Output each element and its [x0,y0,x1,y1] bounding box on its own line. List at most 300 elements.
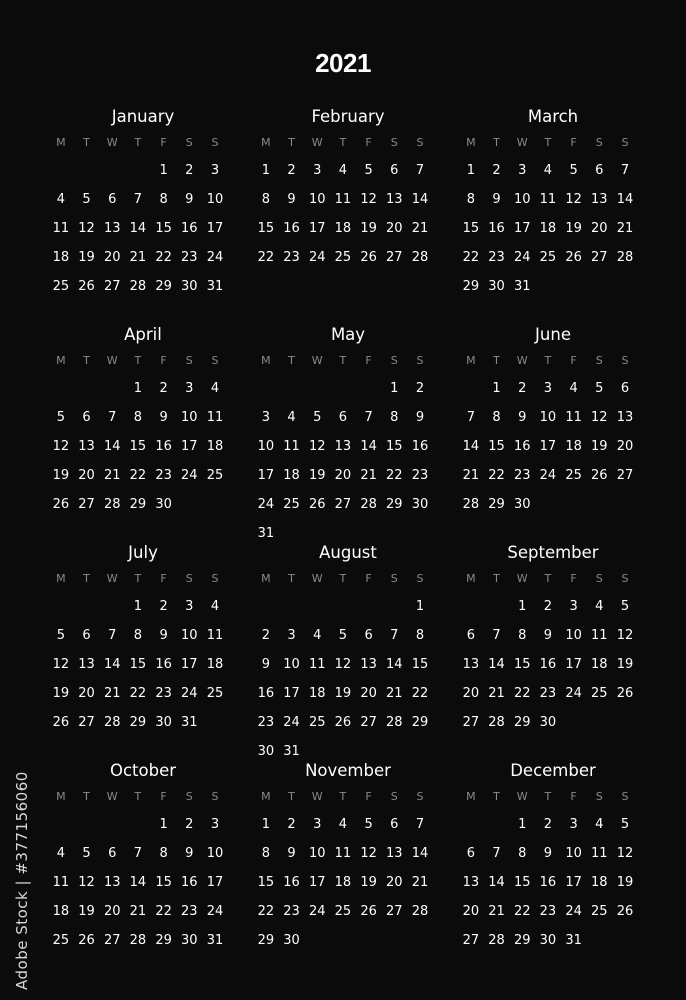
empty-cell [381,592,407,621]
day-cell: 18 [591,875,608,890]
day-cell: 16 [181,875,198,890]
week-row [458,490,648,519]
day-cell: 6 [390,817,399,832]
empty-cell [74,810,100,839]
day-cell: 12 [360,846,377,861]
day-cell: 21 [386,686,403,701]
day-cell: 25 [591,686,608,701]
day-cell: 16 [539,875,557,890]
day-cell: 7 [133,846,143,861]
week-row [458,403,648,432]
day-cell: 17 [565,657,582,672]
empty-cell [304,374,330,403]
day-cell: 19 [52,468,70,483]
day-cell: 13 [591,192,608,207]
day-cell: 7 [133,192,143,207]
day-cell: 6 [338,410,348,425]
day-cell: 20 [78,686,95,701]
day-cell: 19 [78,250,95,265]
weekday-label: F [570,790,577,803]
day-cell: 1 [492,381,501,396]
week-row [458,621,648,650]
empty-cell [74,374,100,403]
day-cell: 18 [52,904,70,919]
day-cell: 21 [488,686,505,701]
day-cell: 27 [334,497,352,512]
watermark-text: Adobe Stock | #377156060 [13,771,31,990]
day-cell: 21 [411,875,429,890]
weekday-label: S [390,572,398,585]
day-cell: 24 [565,904,582,919]
day-cell: 5 [56,410,65,425]
day-cell: 23 [155,686,172,701]
day-cell: 31 [181,715,198,730]
weekday-label: T [544,354,552,367]
day-cell: 12 [360,192,377,207]
empty-cell [612,708,638,737]
weekday-label: F [160,354,167,367]
week-row [458,650,648,679]
day-cell: 18 [565,439,582,454]
weekday-label: S [211,790,219,803]
weekday-header [48,566,238,592]
day-cell: 25 [206,468,224,483]
day-cell: 20 [386,221,403,236]
weekday-label: M [261,354,271,367]
day-cell: 23 [283,904,300,919]
day-cell: 17 [206,221,224,236]
day-cell: 1 [390,381,399,396]
day-cell: 18 [52,250,70,265]
empty-cell [381,926,407,955]
day-cell: 20 [462,686,480,701]
day-cell: 18 [539,221,557,236]
day-cell: 26 [591,468,608,483]
day-cell: 3 [518,163,527,178]
empty-cell [561,272,587,301]
day-cell: 14 [386,657,403,672]
day-cell: 5 [338,628,348,643]
day-cell: 11 [591,628,608,643]
day-cell: 2 [159,599,168,614]
weekday-label: T [134,354,142,367]
day-cell: 2 [287,163,296,178]
day-cell: 3 [287,628,296,643]
weekday-header [458,566,648,592]
empty-cell [48,592,74,621]
week-row [48,461,238,490]
day-cell: 27 [386,250,403,265]
weekday-label: T [134,790,142,803]
weekday-label: S [390,790,398,803]
day-cell: 4 [313,628,322,643]
day-cell: 10 [308,846,326,861]
day-cell: 28 [616,250,634,265]
day-cell: 16 [283,221,300,236]
day-cell: 14 [616,192,634,207]
day-cell: 7 [108,410,117,425]
empty-cell [74,156,100,185]
day-cell: 3 [210,817,220,832]
day-cell: 30 [411,497,429,512]
weekday-label: S [416,136,424,149]
weekday-header [48,348,238,374]
day-cell: 30 [181,279,198,294]
empty-cell [125,810,151,839]
day-cell: 9 [287,846,296,861]
empty-cell [304,926,330,955]
day-cell: 11 [334,846,352,861]
day-cell: 16 [181,221,198,236]
day-cell: 2 [159,381,168,396]
weekday-header [458,784,648,810]
day-cell: 3 [313,163,322,178]
empty-cell [561,708,587,737]
day-cell: 29 [488,497,505,512]
day-cell: 8 [390,410,399,425]
week-row [458,185,648,214]
day-cell: 19 [565,221,582,236]
empty-cell [356,592,382,621]
day-cell: 17 [181,439,198,454]
day-cell: 9 [543,846,553,861]
day-cell: 1 [133,599,143,614]
day-cell: 2 [543,817,553,832]
day-cell: 19 [52,686,70,701]
empty-cell [330,926,356,955]
day-cell: 3 [313,817,322,832]
week-row [48,868,238,897]
day-cell: 6 [108,192,117,207]
day-cell: 2 [185,817,194,832]
day-cell: 13 [103,875,121,890]
day-cell: 7 [415,817,425,832]
weekday-label: M [56,136,66,149]
day-cell: 16 [513,439,531,454]
day-cell: 21 [360,468,377,483]
day-cell: 29 [513,715,531,730]
week-row [458,156,648,185]
day-cell: 24 [181,686,198,701]
day-cell: 6 [595,163,604,178]
day-cell: 19 [616,657,634,672]
weekday-label: F [365,572,372,585]
week-row [458,897,648,926]
day-cell: 1 [261,163,270,178]
weekday-label: F [570,354,577,367]
empty-cell [202,708,228,737]
day-cell: 10 [513,192,531,207]
weekday-label: F [570,136,577,149]
day-cell: 10 [539,410,557,425]
day-cell: 19 [334,686,352,701]
day-cell: 22 [155,904,172,919]
day-cell: 14 [462,439,480,454]
day-cell: 8 [518,628,527,643]
day-cell: 9 [287,192,296,207]
week-row [253,926,443,955]
weekday-label: T [493,354,500,367]
day-cell: 17 [565,875,582,890]
empty-cell [253,592,279,621]
week-row [48,272,238,301]
day-cell: 5 [569,163,578,178]
day-cell: 18 [591,657,608,672]
empty-cell [356,374,382,403]
day-cell: 7 [390,628,399,643]
day-cell: 1 [466,163,475,178]
day-cell: 18 [206,657,224,672]
empty-cell [330,592,356,621]
day-cell: 31 [513,279,531,294]
day-cell: 8 [415,628,425,643]
day-cell: 2 [415,381,425,396]
day-cell: 22 [462,250,480,265]
day-cell: 17 [181,657,198,672]
weekday-label: S [211,354,219,367]
day-cell: 13 [386,192,403,207]
day-cell: 31 [257,526,275,541]
weekday-label: S [595,136,603,149]
week-row [253,490,443,519]
day-cell: 28 [386,715,403,730]
day-cell: 6 [82,628,91,643]
week-row [253,432,443,461]
weekday-label: W [106,790,118,803]
day-cell: 21 [462,468,480,483]
day-cell: 4 [595,599,604,614]
day-cell: 22 [129,468,147,483]
day-cell: 13 [360,657,377,672]
empty-cell [484,810,510,839]
day-cell: 23 [181,250,198,265]
weekday-label: T [493,136,500,149]
day-cell: 5 [595,381,604,396]
day-cell: 8 [261,192,270,207]
day-cell: 25 [283,497,300,512]
weekday-label: S [416,790,424,803]
day-cell: 7 [108,628,117,643]
day-cell: 10 [565,846,582,861]
week-row [48,621,238,650]
day-cell: 28 [411,250,429,265]
weekday-label: S [185,136,193,149]
day-cell: 21 [129,250,147,265]
month-may [253,322,443,548]
day-cell: 21 [129,904,147,919]
empty-cell [304,592,330,621]
day-cell: 26 [616,686,634,701]
day-cell: 3 [569,599,578,614]
empty-cell [176,490,202,519]
day-cell: 27 [591,250,608,265]
day-cell: 13 [616,410,634,425]
weekday-label: M [466,136,476,149]
day-cell: 14 [411,192,429,207]
day-cell: 26 [308,497,326,512]
day-cell: 4 [56,846,65,861]
empty-cell [356,926,382,955]
week-row [253,708,443,737]
weekday-label: W [311,572,323,585]
week-row [48,432,238,461]
weekday-header [253,784,443,810]
day-cell: 8 [159,846,168,861]
day-cell: 12 [308,439,326,454]
day-cell: 16 [539,657,557,672]
weekday-header [458,130,648,156]
weekday-label: T [134,136,142,149]
day-cell: 15 [488,439,505,454]
day-cell: 25 [206,686,224,701]
month-august [253,540,443,766]
day-cell: 30 [283,933,300,948]
day-cell: 8 [133,410,143,425]
day-cell: 27 [78,497,95,512]
day-cell: 15 [129,439,147,454]
day-cell: 21 [103,686,121,701]
week-row [458,679,648,708]
day-cell: 1 [159,817,168,832]
day-cell: 26 [52,715,70,730]
month-name: March [527,107,579,126]
week-row [458,374,648,403]
day-cell: 2 [287,817,296,832]
weekday-label: F [570,572,577,585]
day-cell: 13 [462,875,480,890]
day-cell: 12 [334,657,352,672]
day-cell: 11 [565,410,582,425]
day-cell: 17 [513,221,531,236]
day-cell: 18 [206,439,224,454]
day-cell: 23 [539,686,557,701]
day-cell: 7 [466,410,475,425]
day-cell: 1 [518,599,527,614]
day-cell: 29 [386,497,403,512]
day-cell: 9 [261,657,270,672]
day-cell: 25 [539,250,557,265]
day-cell: 28 [360,497,377,512]
day-cell: 13 [386,846,403,861]
day-cell: 11 [206,410,224,425]
weekday-label: W [516,790,528,803]
day-cell: 12 [52,439,70,454]
day-cell: 6 [620,381,630,396]
day-cell: 25 [591,904,608,919]
day-cell: 6 [466,628,475,643]
day-cell: 11 [308,657,326,672]
day-cell: 9 [159,410,168,425]
empty-cell [535,272,561,301]
day-cell: 2 [261,628,270,643]
month-october [48,758,238,955]
week-row [253,403,443,432]
week-row [458,926,648,955]
day-cell: 30 [488,279,505,294]
day-cell: 6 [364,628,373,643]
day-cell: 24 [283,715,300,730]
day-cell: 10 [181,410,198,425]
day-cell: 3 [543,381,553,396]
day-cell: 23 [155,468,172,483]
day-cell: 27 [386,904,403,919]
day-cell: 19 [591,439,608,454]
week-row [458,708,648,737]
week-row [48,810,238,839]
day-cell: 21 [488,904,505,919]
day-cell: 17 [308,875,326,890]
day-cell: 24 [181,468,198,483]
month-name: February [311,107,385,126]
day-cell: 24 [308,250,326,265]
day-cell: 24 [206,904,224,919]
weekday-label: T [493,572,500,585]
day-cell: 17 [257,468,275,483]
day-cell: 3 [569,817,578,832]
day-cell: 5 [364,163,373,178]
week-row [253,185,443,214]
empty-cell [612,926,638,955]
month-april [48,322,238,519]
day-cell: 28 [488,933,505,948]
day-cell: 18 [283,468,300,483]
empty-cell [48,374,74,403]
week-row [253,214,443,243]
weekday-label: F [160,572,167,585]
day-cell: 29 [462,279,480,294]
day-cell: 5 [364,817,373,832]
day-cell: 27 [103,933,121,948]
weekday-header [458,348,648,374]
day-cell: 22 [513,686,531,701]
week-row [458,461,648,490]
weekday-label: M [261,572,271,585]
day-cell: 4 [56,192,65,207]
day-cell: 6 [466,846,475,861]
day-cell: 25 [52,933,70,948]
weekday-label: F [365,790,372,803]
month-name: August [319,543,377,562]
day-cell: 16 [257,686,275,701]
week-row [253,156,443,185]
empty-cell [48,156,74,185]
day-cell: 26 [360,250,377,265]
day-cell: 2 [518,381,527,396]
weekday-label: F [365,136,372,149]
day-cell: 30 [155,497,172,512]
week-row [458,868,648,897]
week-row [253,621,443,650]
day-cell: 6 [108,846,117,861]
day-cell: 11 [334,192,352,207]
day-cell: 21 [616,221,634,236]
day-cell: 20 [78,468,95,483]
day-cell: 28 [488,715,505,730]
day-cell: 14 [488,875,505,890]
day-cell: 7 [620,163,630,178]
weekday-label: S [390,136,398,149]
day-cell: 9 [185,192,194,207]
day-cell: 19 [308,468,326,483]
week-row [253,374,443,403]
day-cell: 23 [411,468,429,483]
day-cell: 28 [411,904,429,919]
month-june [458,322,648,519]
weekday-label: F [160,790,167,803]
weekday-label: M [56,790,66,803]
empty-cell [612,490,638,519]
empty-cell [202,490,228,519]
